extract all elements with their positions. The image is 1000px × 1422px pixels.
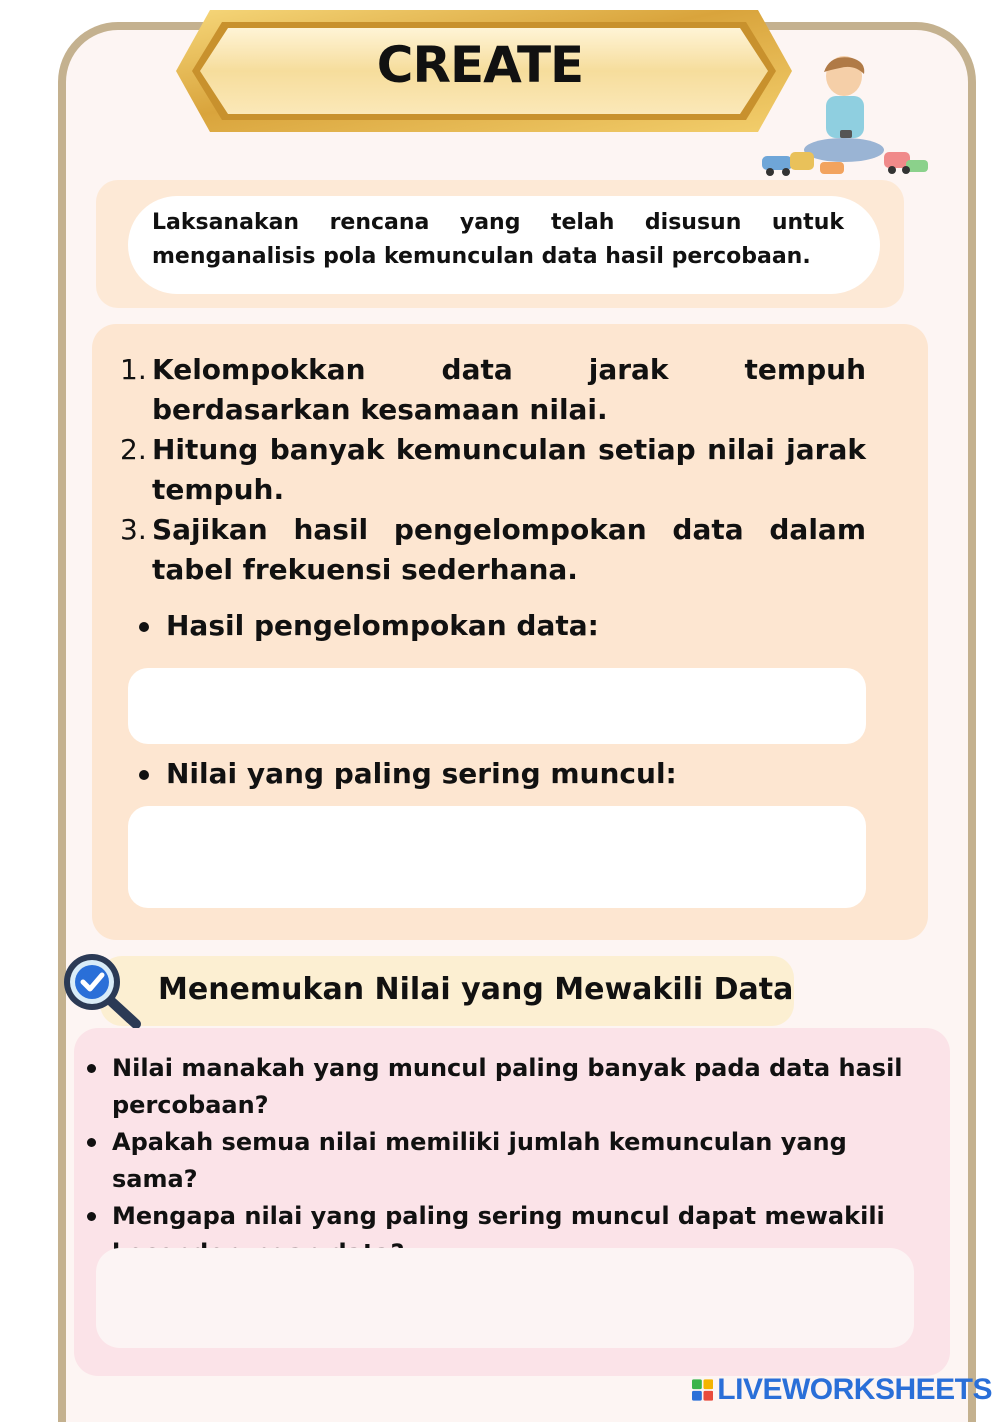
questions-list bbox=[84, 1050, 934, 1272]
page-title: CREATE bbox=[376, 36, 584, 94]
step-number: 2. bbox=[120, 433, 147, 466]
magnifier-check-icon bbox=[60, 950, 146, 1036]
question-item: Apakah semua nilai memiliki jumlah kemunculan yang sama? bbox=[84, 1124, 934, 1198]
bullet-icon bbox=[139, 770, 149, 780]
step-item bbox=[120, 510, 866, 590]
grouping-label: Hasil pengelompokan data: bbox=[166, 609, 599, 642]
question-item: Nilai manakah yang muncul paling banyak pada data hasil percobaan? bbox=[84, 1050, 934, 1124]
step-item bbox=[120, 430, 866, 510]
steps-list bbox=[120, 350, 866, 590]
question-item: Mengapa nilai yang paling sering muncul dapat mewakili bbox=[84, 1198, 934, 1272]
reflection-answer-field[interactable] bbox=[96, 1248, 914, 1348]
step-text: Hitung banyak kemunculan setiap nilai jarak tempuh. bbox=[152, 433, 866, 506]
instruction-text: Laksanakan rencana yang telah disusun untuk menganalisis pola kemunculan data hasil percobaan. bbox=[152, 210, 844, 269]
bullet-icon bbox=[139, 622, 149, 632]
step-number: 3. bbox=[120, 513, 147, 546]
section-title: Menemukan Nilai yang Mewakili Data bbox=[158, 972, 794, 1007]
step-number: 1. bbox=[120, 353, 147, 386]
mode-answer-field[interactable] bbox=[128, 806, 866, 908]
step-text: Sajikan hasil pengelompokan data dalam tabel frekuensi sederhana. bbox=[152, 513, 866, 586]
mode-label: Nilai yang paling sering muncul: bbox=[166, 757, 677, 790]
brand-name: LIVEWORKSHEETS bbox=[717, 1373, 992, 1406]
liveworksheets-logo-icon bbox=[692, 1377, 713, 1403]
grouping-answer-field[interactable] bbox=[128, 668, 866, 744]
step-text: Kelompokkan data jarak tempuh berdasarkan kesamaan nilai. bbox=[152, 353, 866, 426]
step-item bbox=[120, 350, 866, 430]
liveworksheets-logo bbox=[692, 1372, 992, 1408]
instruction-card bbox=[128, 196, 880, 294]
child-playing-illustration bbox=[760, 56, 930, 182]
